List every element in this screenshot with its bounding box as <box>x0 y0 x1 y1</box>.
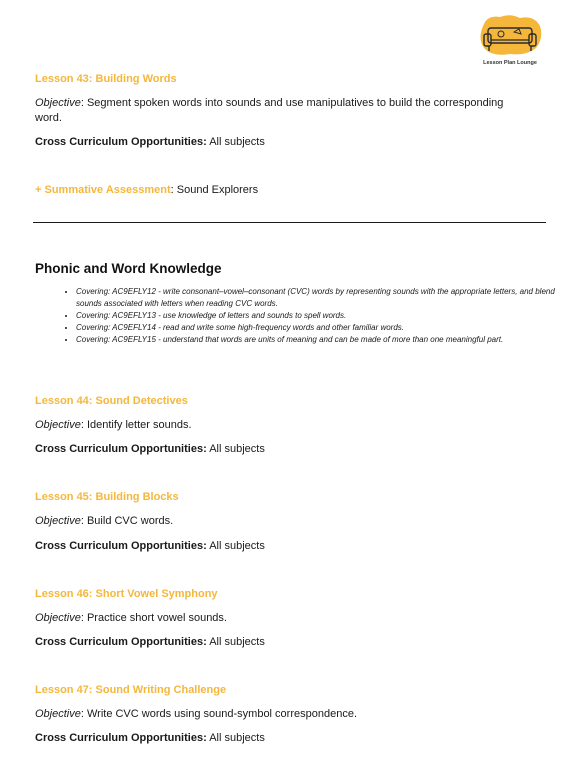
objective-text: : Build CVC words. <box>80 515 174 527</box>
lesson-47-objective <box>35 707 357 722</box>
lesson-45-cross-curriculum <box>35 539 265 554</box>
lesson-45-objective <box>35 514 173 529</box>
covering-list <box>55 286 566 346</box>
cross-curriculum-value: All subjects <box>206 636 265 648</box>
cross-curriculum-label: Cross Curriculum Opportunities: <box>35 136 207 148</box>
lesson-43-title: Lesson 43: Building Words <box>35 73 177 85</box>
covering-item: • Covering: AC9EFLY14 - read and write some high-frequency words and other familiar words. <box>76 322 566 334</box>
section-divider <box>33 222 546 223</box>
summative-assessment-value: : Sound Explorers <box>170 184 259 196</box>
lesson-43-objective <box>35 96 525 126</box>
objective-text: : Identify letter sounds. <box>80 419 192 431</box>
covering-item: • Covering: AC9EFLY12 - write consonant–vowel–consonant (CVC) words by representing sounds with the appropriate letters, and blend sounds associated with letters when reading CVC words. <box>76 286 566 310</box>
lesson-43-cross-curriculum <box>35 135 265 150</box>
objective-text: : Segment spoken words into sounds and use manipulatives to build the corresponding word. <box>35 97 504 124</box>
objective-text: : Practice short vowel sounds. <box>80 612 227 624</box>
lesson-46-objective <box>35 611 227 626</box>
lesson-46-title: Lesson 46: Short Vowel Symphony <box>35 588 218 600</box>
cross-curriculum-value: All subjects <box>206 732 265 744</box>
covering-item: • Covering: AC9EFLY13 - use knowledge of letters and sounds to spell words. <box>76 310 566 322</box>
lesson-47-cross-curriculum <box>35 731 265 746</box>
cross-curriculum-value: All subjects <box>206 136 265 148</box>
objective-label: Objective <box>35 419 81 431</box>
summative-assessment-label: + Summative Assessment <box>35 184 171 196</box>
objective-label: Objective <box>35 708 81 720</box>
lesson-44-objective <box>35 418 192 433</box>
section-heading: Phonic and Word Knowledge <box>35 261 222 276</box>
cross-curriculum-label: Cross Curriculum Opportunities: <box>35 636 207 648</box>
objective-label: Objective <box>35 515 81 527</box>
lesson-47-title: Lesson 47: Sound Writing Challenge <box>35 684 227 696</box>
cross-curriculum-value: All subjects <box>206 443 265 455</box>
cross-curriculum-label: Cross Curriculum Opportunities: <box>35 443 207 455</box>
lesson-plan-lounge-logo <box>474 14 546 70</box>
lesson-45-title: Lesson 45: Building Blocks <box>35 491 179 503</box>
lesson-44-title: Lesson 44: Sound Detectives <box>35 395 188 407</box>
logo-text: Lesson Plan Lounge <box>483 60 537 66</box>
covering-item: • Covering: AC9EFLY15 - understand that words are units of meaning and can be made of more than one meaningful part. <box>76 334 566 346</box>
objective-label: Objective <box>35 97 81 109</box>
objective-text: : Write CVC words using sound-symbol correspondence. <box>80 708 357 720</box>
couch-icon <box>474 14 546 60</box>
summative-assessment <box>35 184 258 196</box>
cross-curriculum-label: Cross Curriculum Opportunities: <box>35 732 207 744</box>
lesson-46-cross-curriculum <box>35 635 265 650</box>
lesson-44-cross-curriculum <box>35 442 265 457</box>
cross-curriculum-value: All subjects <box>206 540 265 552</box>
cross-curriculum-label: Cross Curriculum Opportunities: <box>35 540 207 552</box>
objective-label: Objective <box>35 612 81 624</box>
